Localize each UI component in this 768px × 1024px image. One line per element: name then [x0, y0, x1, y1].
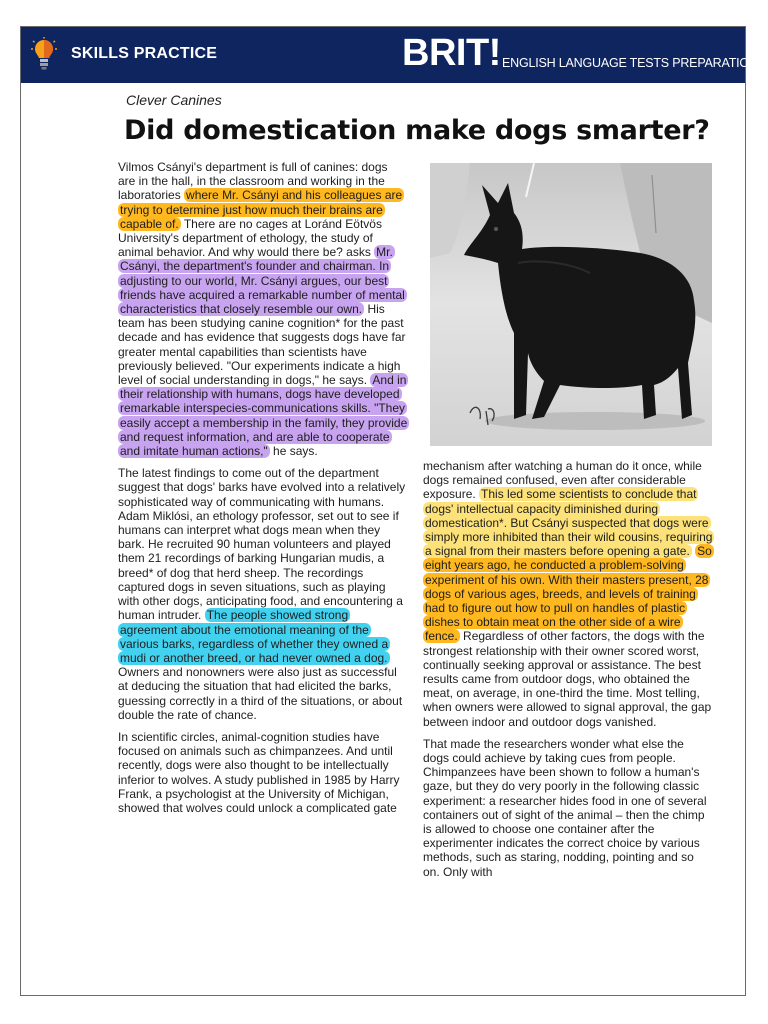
lightbulb-icon	[31, 37, 57, 73]
body-text: Owners and nonowners were also just as successful at deducing the situation that had elicited the barks, guessing correctly in a third of the situations, or about double the rate of chance.	[118, 665, 403, 722]
highlight-orange: where Mr. Csányi and his colleagues are trying to determine just how much their brains are capable of.	[120, 188, 403, 231]
paragraph	[423, 459, 713, 729]
brand-tagline: ENGLISH LANGUAGE TESTS PREPARATION.	[502, 56, 762, 70]
header-banner	[21, 27, 762, 83]
highlight-yellow: This led some scientists to conclude that dogs' intellectual capacity diminished during domestication*. But Csányi suspected that dogs were simply more inhibited than their wild cousins, requiring a signal from their masters before opening a gate.	[425, 487, 713, 559]
body-text: The latest findings to come out of the department suggest that dogs' barks have evolved into a relatively sophisticated way of communicating with humans. Adam Miklósi, an ethology professor, set out to see if humans can interpret what dogs mean when they bark. He recruited 90 human volunteers and played them 21 recordings of barking Hungarian mudis, a breed* of dog that herd sheep. The recordings captured dogs in seven situations, such as playing with other dogs, anticipating food, and encountering a human intruder.	[118, 466, 406, 623]
paragraph	[118, 160, 408, 458]
article-title: Did domestication make dogs smarter?	[124, 115, 710, 146]
body-text: There are no cages at Loránd Eötvös University's department of ethology, the study of animal behavior. And why would there be? asks	[118, 216, 382, 260]
paragraph	[118, 466, 408, 722]
body-text: That made the researchers wonder what else the dogs could achieve by taking cues from people. Chimpanzees have been shown to follow a human's gaze, but they do very poorly in the following classic experiment: a researcher hides food in one of several containers out of sight of the animal – then the chimp is allowed to choose one container after the experimenter indicates the correct choice by various methods, such as staring, nodding, pointing and so on. Only with	[423, 736, 707, 879]
article-column-left	[118, 160, 408, 823]
paragraph	[118, 730, 408, 815]
dog-photo	[430, 163, 712, 446]
section-label: SKILLS PRACTICE	[71, 45, 218, 62]
body-text: Vilmos Csányi's department is full of canines: dogs are in the hall, in the classroom and working in the laboratories	[118, 160, 388, 203]
article-kicker: Clever Canines	[126, 92, 222, 108]
article-column-right	[423, 459, 713, 887]
body-text: Regardless of other factors, the dogs with the strongest relationship with their owner scored worst, continually seeking approval or assistance. The best results came from outdoor dogs, who obtained the meat, on average, in one-third the time. Most telling, when owners were allowed to signal approval, the gap between indoor and outdoor dogs vanished.	[423, 629, 712, 729]
highlight-purple: And in their relationship with humans, dogs have developed remarkable interspecies-communications skills. "They easily accept a membership in the family, they provide and request information, and are able to cooperate and imitate human actions,"	[120, 373, 408, 459]
body-text: His team has been studying canine cognition* for the past decade and has evidence that suggests dogs have far greater mental capabilities than scientists have previously believed. "Our experiments indicate a high level of social understanding in dogs," he says.	[118, 302, 406, 388]
brand-logo-text: BRIT!	[402, 32, 501, 74]
highlight-cyan: The people showed strong agreement about the emotional meaning of the various barks, regardless of whether they owned a mudi or another breed, or had never owned a dog.	[120, 608, 389, 665]
body-text: he says.	[269, 444, 318, 459]
paragraph	[423, 737, 713, 879]
highlight-purple: Mr. Csányi, the department's founder and chairman. In adjusting to our world, Mr. Csányi argues, our best friends have acquired a remarkable number of mental characteristics that closely resemble our own.	[120, 245, 405, 317]
body-text: In scientific circles, animal-cognition studies have focused on animals such as chimpanzees. And until recently, dogs were also thought to be intellectually inferior to wolves. A study published in 1985 by Harry Frank, a psychologist at the University of Michigan, showed that wolves could unlock a complicated gate	[118, 729, 400, 815]
highlight-orange: So eight years ago, he conducted a problem-solving experiment of his own. With their masters present, 28 dogs of various ages, breeds, and levels of training had to figure out how to pull on handles of plastic dishes to obtain meat on the other side of a wire fence.	[425, 544, 712, 644]
body-text: mechanism after watching a human do it once, while dogs remained confused, even after considerable exposure.	[423, 459, 702, 502]
